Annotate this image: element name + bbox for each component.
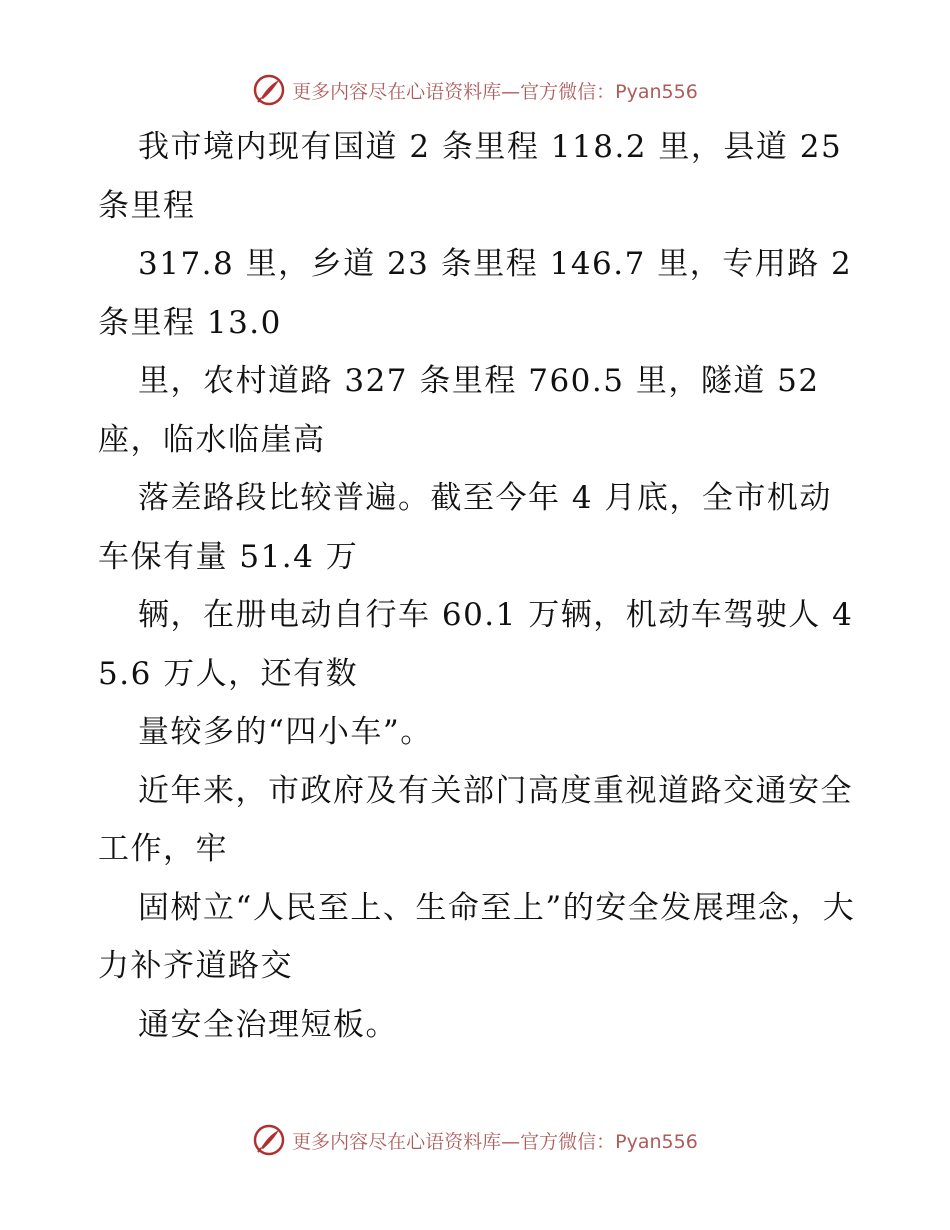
- footer-banner: [0, 1120, 950, 1160]
- paragraph: 近年来，市政府及有关部门高度重视道路交通安全工作，牢: [98, 772, 853, 867]
- paragraph: 我市境内现有国道 2 条里程 118.2 里，县道 25 条里程: [98, 129, 843, 224]
- footer-banner-text: 更多内容尽在心语资料库—官方微信：Pyan556: [292, 1130, 698, 1153]
- quill-pen-logo-icon: [252, 73, 286, 107]
- paragraph: 317.8 里，乡道 23 条里程 146.7 里，专用路 2 条里程 13.0: [98, 246, 853, 341]
- document-body: [98, 118, 858, 1054]
- paragraph: 落差路段比较普遍。截至今年 4 月底，全市机动车保有量 51.4 万: [98, 480, 832, 575]
- paragraph: 量较多的“四小车”。: [138, 714, 433, 750]
- paragraph: 通安全治理短板。: [138, 1006, 398, 1043]
- quill-pen-logo-icon: [252, 1123, 286, 1157]
- paragraph: 辆，在册电动自行车 60.1 万辆，机动车驾驶人 45.6 万人，还有数: [98, 597, 854, 692]
- header-banner-text: 更多内容尽在心语资料库—官方微信：Pyan556: [292, 80, 698, 103]
- paragraph: 固树立“人民至上、生命至上”的安全发展理念，大力补齐道路交: [98, 889, 856, 984]
- paragraph: 里，农村道路 327 条里程 760.5 里，隧道 52 座，临水临崖高: [98, 363, 820, 458]
- header-banner: [0, 70, 950, 110]
